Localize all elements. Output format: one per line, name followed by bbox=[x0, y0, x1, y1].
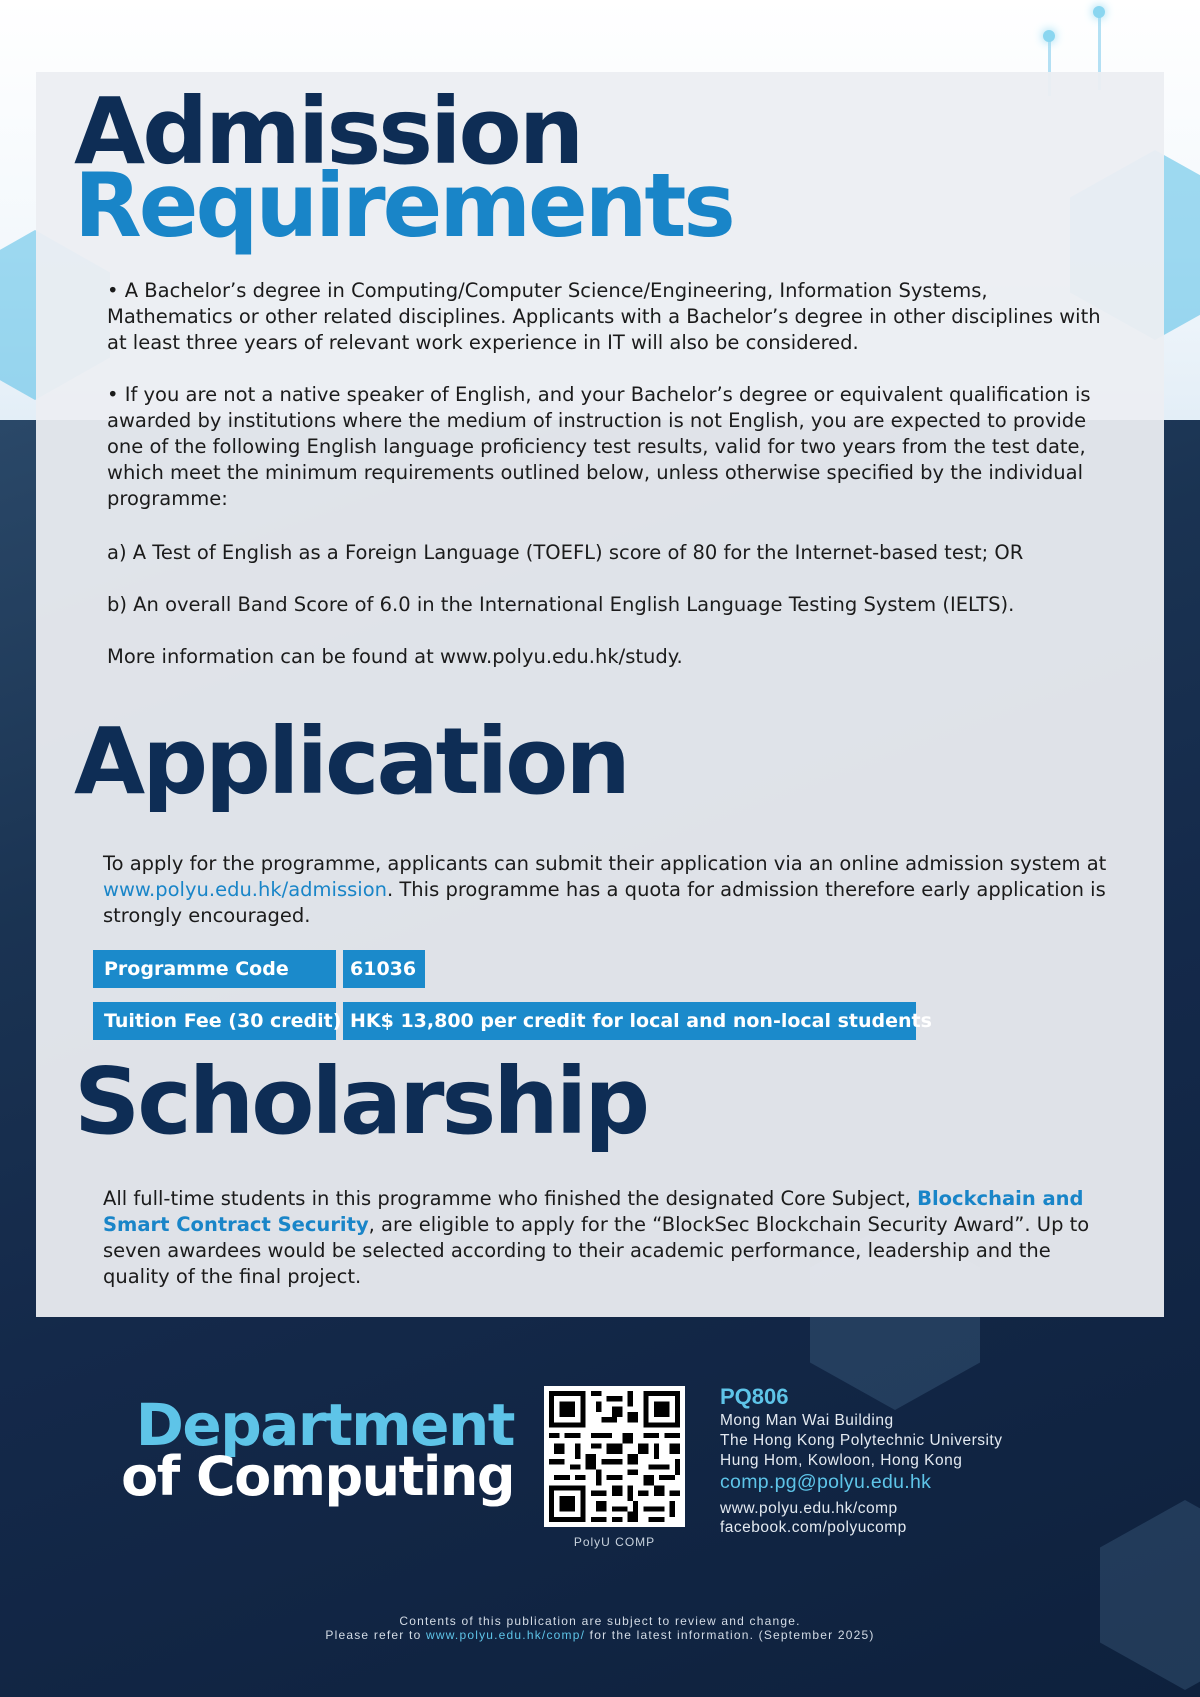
office-room: PQ806 bbox=[720, 1384, 789, 1409]
application-text-end: . This programme has a quota for admission therefore early application is strongly encouraged. bbox=[103, 878, 1106, 927]
qr-code-image bbox=[549, 1391, 680, 1522]
department-title-line1: Department bbox=[135, 1391, 514, 1459]
scholarship-text-start: All full-time students in this programme who finished the designated Core Subject, bbox=[103, 1187, 918, 1210]
requirement-bullet-2: • If you are not a native speaker of English, and your Bachelor’s degree or equivalent qualification is awarded by institutions where the medium of instruction is not English, you are expected to provide one of the following English language proficiency test results, valid for two years from the test date, which meet the minimum requirements outlined below, unless otherwise specified by the individual programme: bbox=[107, 383, 1091, 510]
notice-text-start: Please refer to bbox=[325, 1628, 426, 1642]
email-link[interactable]: comp.pg@polyu.edu.hk bbox=[720, 1471, 932, 1493]
requirement-option-b: b) An overall Band Score of 6.0 in the International English Language Testing System (IELTS). bbox=[107, 593, 1015, 616]
tuition-fee-label: Tuition Fee (30 credit) bbox=[93, 1002, 336, 1040]
website-link[interactable]: www.polyu.edu.hk/comp bbox=[720, 1500, 898, 1517]
admission-link[interactable]: www.polyu.edu.hk/admission bbox=[103, 878, 387, 901]
tuition-fee-value: HK$ 13,800 per credit for local and non-local students bbox=[343, 1002, 916, 1040]
core-subject-name: Blockchain and Smart Contract Security bbox=[103, 1187, 1084, 1236]
decorative-dot bbox=[1043, 30, 1055, 42]
notice-line-1: Contents of this publication are subject to review and change. bbox=[399, 1614, 801, 1628]
scholarship-text bbox=[103, 1186, 1103, 1290]
heading-requirements: Requirements bbox=[74, 154, 733, 257]
scholarship-text-end: , are eligible to apply for the “BlockSec Blockchain Security Award”. Up to seven awardees would be selected according to their academic performance, leadership and the quality of the final project. bbox=[103, 1213, 1090, 1288]
qr-caption: PolyU COMP bbox=[573, 1535, 656, 1549]
application-text-start: To apply for the programme, applicants can submit their application via an online admission system at bbox=[103, 852, 1107, 875]
more-info-text: More information can be found at www.polyu.edu.hk/study. bbox=[107, 645, 683, 668]
heading-application: Application bbox=[74, 708, 628, 815]
building-name: Mong Man Wai Building bbox=[720, 1412, 894, 1429]
university-name: The Hong Kong Polytechnic University bbox=[720, 1432, 1003, 1449]
notice-link[interactable]: www.polyu.edu.hk/comp/ bbox=[425, 1628, 586, 1642]
programme-code-value: 61036 bbox=[343, 950, 425, 988]
requirement-option-a: a) A Test of English as a Foreign Language (TOEFL) score of 80 for the Internet-based test; OR bbox=[107, 541, 1024, 564]
decorative-dot bbox=[1093, 6, 1105, 18]
heading-scholarship: Scholarship bbox=[74, 1048, 648, 1155]
facebook-link[interactable]: facebook.com/polyucomp bbox=[720, 1519, 907, 1536]
qr-code[interactable] bbox=[544, 1386, 685, 1527]
notice-line-2 bbox=[0, 1628, 1200, 1642]
address: Hung Hom, Kowloon, Hong Kong bbox=[720, 1452, 963, 1469]
programme-code-label: Programme Code bbox=[93, 950, 336, 988]
requirement-bullet-1: • A Bachelor’s degree in Computing/Computer Science/Engineering, Information Systems, Mathematics or other related disciplines. Applicants with a Bachelor’s degree in other disciplines with at least three years of relevant work experience in IT will also be considered. bbox=[107, 279, 1101, 354]
application-text bbox=[103, 851, 1113, 929]
notice-text-end: for the latest information. (September 2025) bbox=[585, 1628, 875, 1642]
department-title-line2: of Computing bbox=[121, 1445, 514, 1508]
heading-admission: Admission bbox=[74, 78, 582, 185]
